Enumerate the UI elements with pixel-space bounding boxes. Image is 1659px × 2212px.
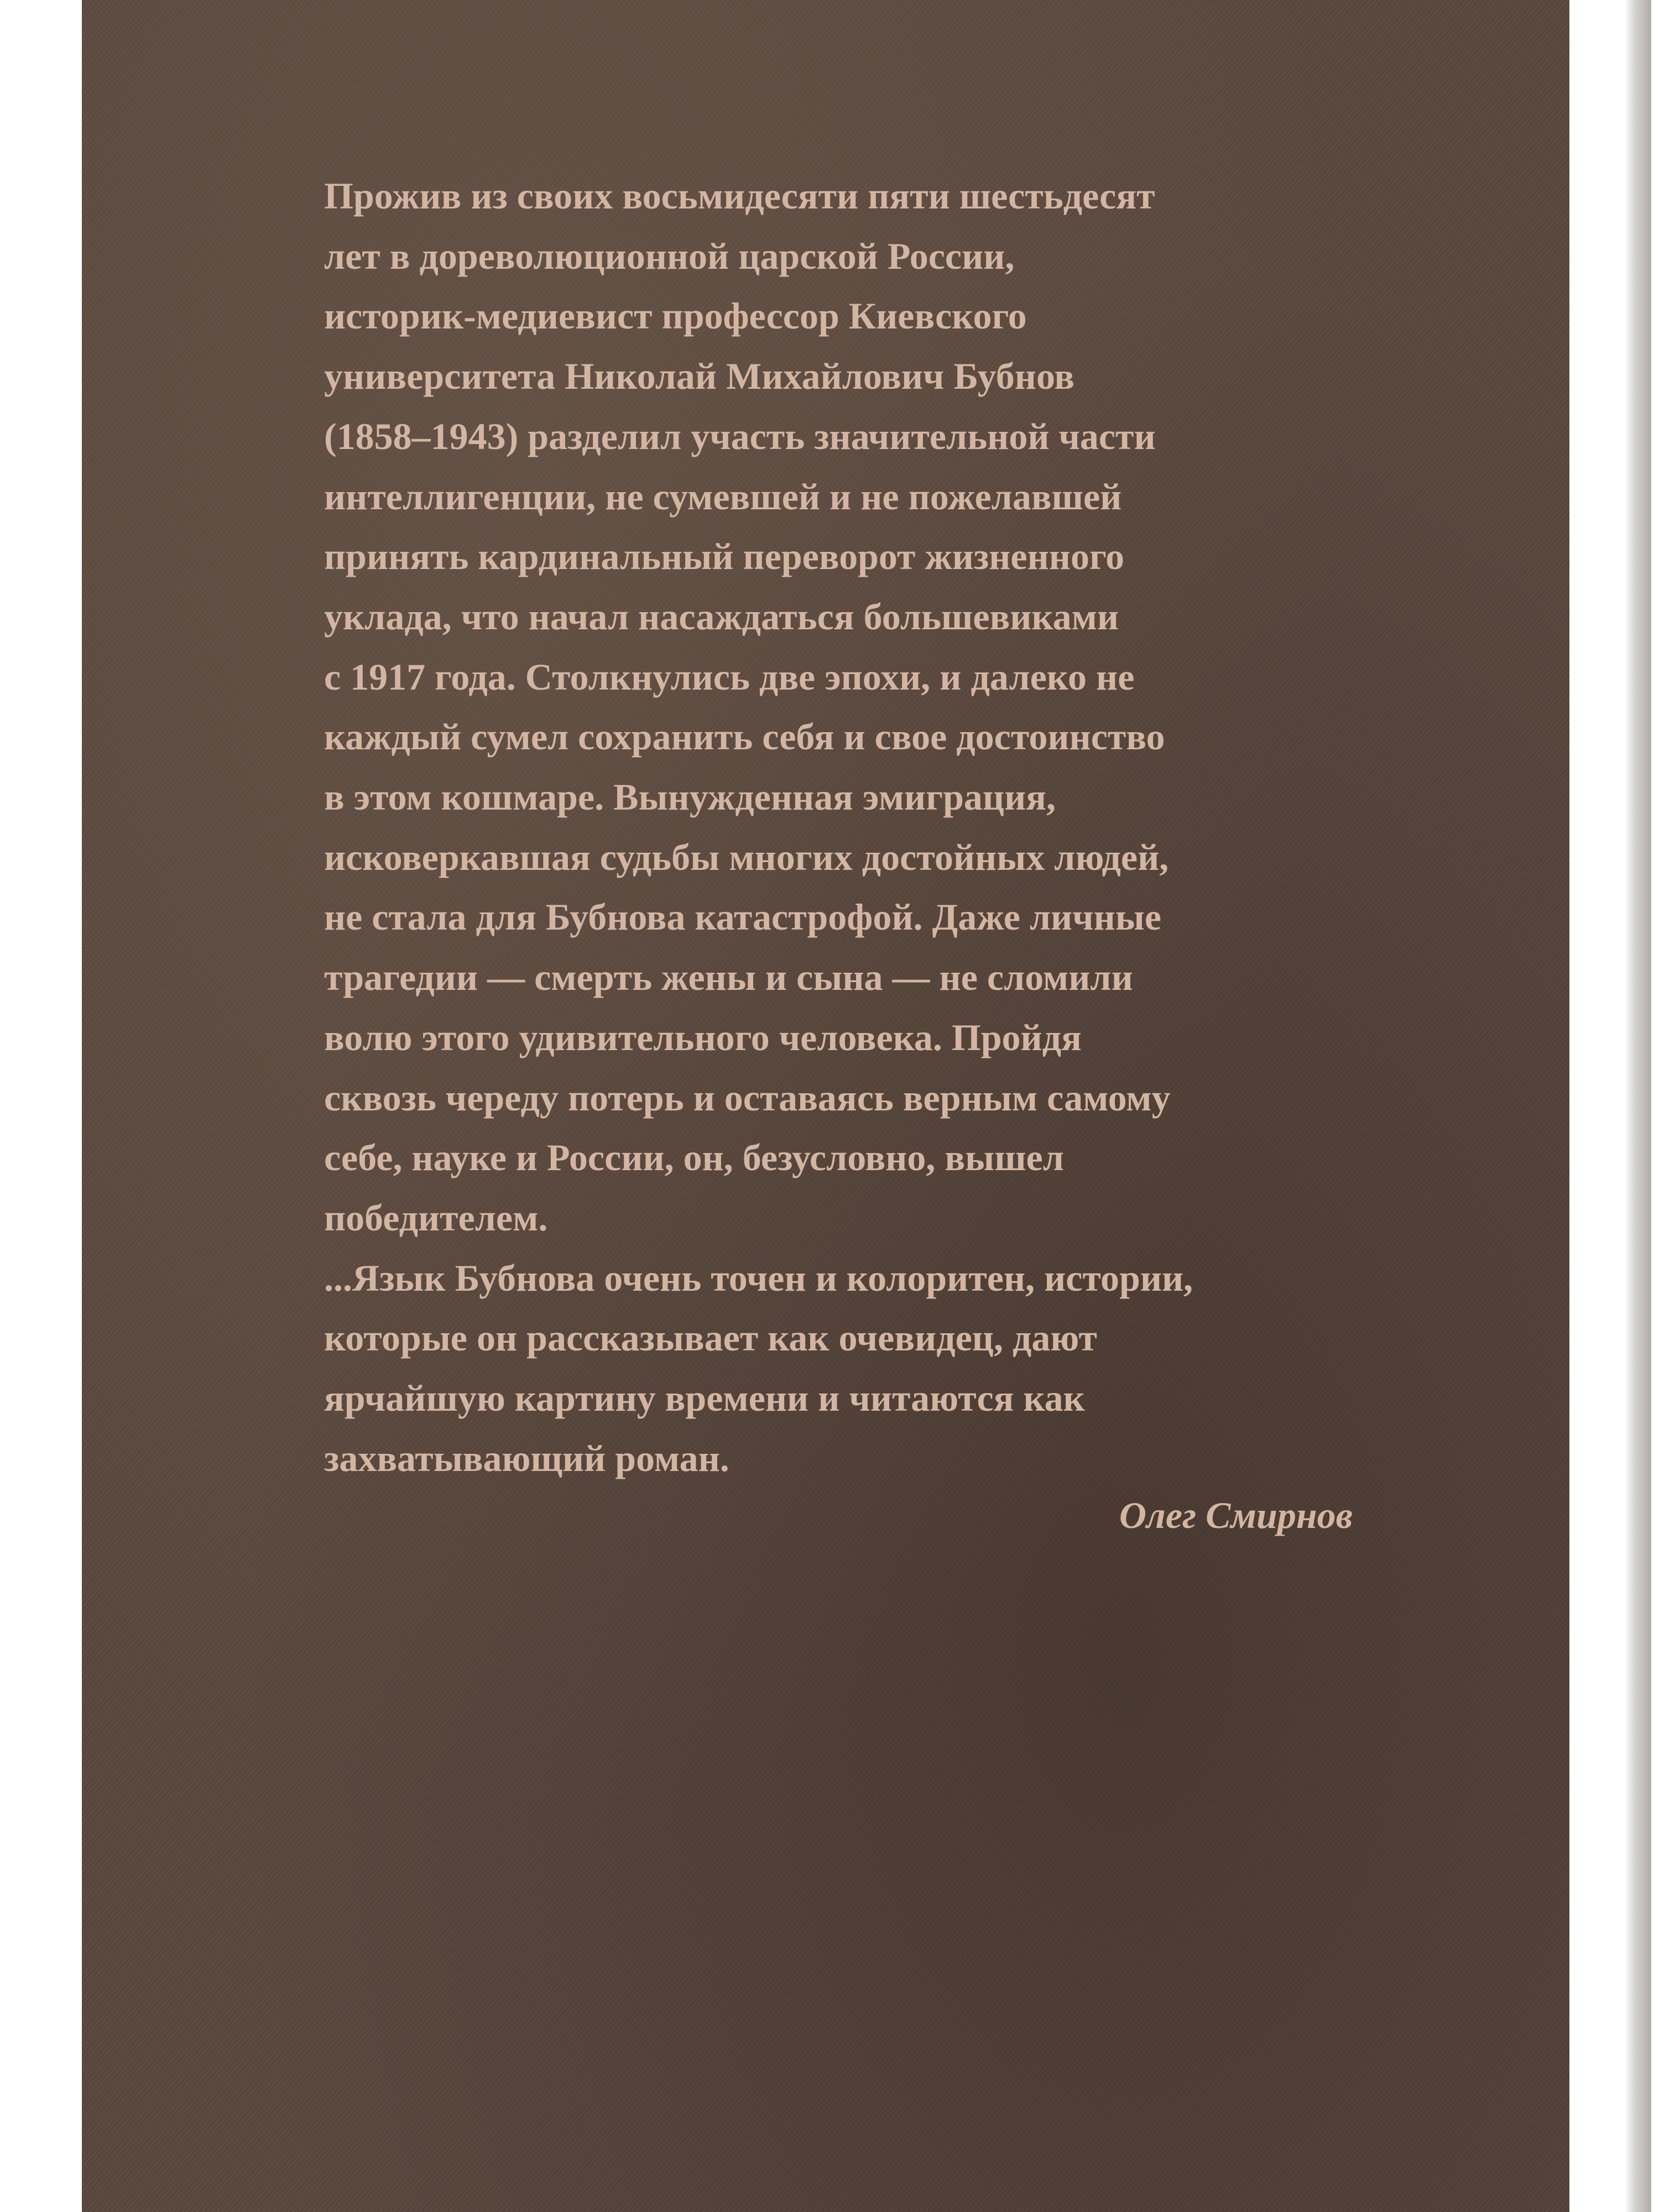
blurb-line: принять кардинальный переворот жизненного [324, 535, 1125, 578]
cover-blurb [324, 166, 1375, 1488]
blurb-line: победителем. [324, 1196, 548, 1239]
blurb-line: себе, науке и России, он, безусловно, вышел [324, 1136, 1064, 1179]
blurb-line: уклада, что начал насаждаться большевиками [324, 595, 1119, 638]
blurb-line: захватывающий роман. [324, 1437, 729, 1479]
blurb-line: Прожив из своих восьмидесяти пяти шестьдесят [324, 175, 1155, 217]
blurb-line: не стала для Бубнова катастрофой. Даже личные [324, 896, 1162, 938]
blurb-line: лет в дореволюционной царской России, [324, 234, 1015, 277]
blurb-line: сквозь череду потерь и оставаясь верным самому [324, 1076, 1171, 1119]
blurb-line: волю этого удивительного человека. Пройдя [324, 1016, 1082, 1058]
blurb-line: (1858–1943) разделил участь значительной части [324, 415, 1156, 457]
blurb-line: ...Язык Бубнова очень точен и колоритен, истории, [324, 1256, 1193, 1299]
blurb-line: университета Николай Михайлович Бубнов [324, 355, 1074, 398]
blurb-line: историк-медиевист профессор Киевского [324, 295, 1027, 337]
author-signature: Олег Смирнов [1119, 1494, 1353, 1536]
blurb-line: интеллигенции, не сумевшей и не пожелавшей [324, 475, 1122, 518]
blurb-line: с 1917 года. Столкнулись две эпохи, и далеко не [324, 655, 1135, 698]
blurb-line: трагедии — смерть жены и сына — не сломили [324, 956, 1133, 999]
blurb-line: в этом кошмаре. Вынужденная эмиграция, [324, 776, 1056, 818]
blurb-line: каждый сумел сохранить себя и свое достоинство [324, 716, 1165, 758]
blurb-line: исковеркавшая судьбы многих достойных людей, [324, 836, 1169, 878]
cover-edge [1625, 0, 1651, 2212]
blurb-line: ярчайшую картину времени и читаются как [324, 1377, 1085, 1420]
blurb-line: которые он рассказывает как очевидец, дают [324, 1317, 1097, 1359]
